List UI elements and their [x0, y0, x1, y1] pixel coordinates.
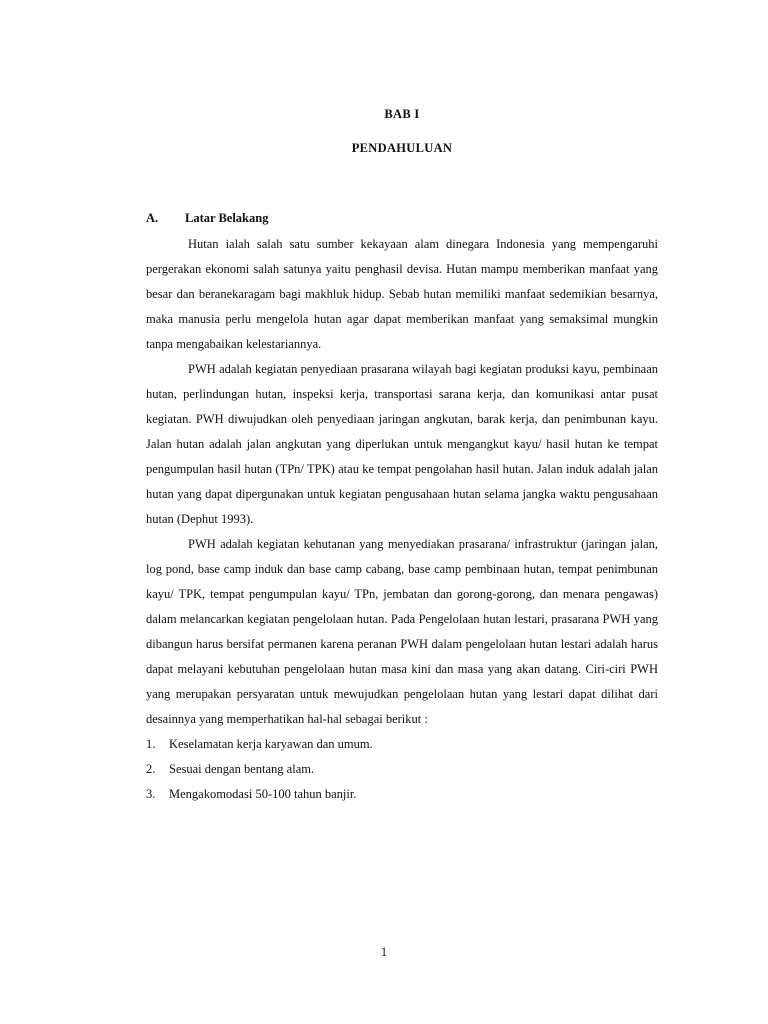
list-item-text: Keselamatan kerja karyawan dan umum.	[169, 737, 373, 751]
list-item	[146, 782, 658, 807]
document-content	[146, 100, 658, 807]
list-item	[146, 757, 658, 782]
list-item-number: 1.	[146, 737, 156, 751]
section-letter: A.	[146, 211, 159, 225]
section-label: Latar Belakang	[185, 211, 269, 225]
section-heading	[146, 206, 658, 231]
list-item-text: Sesuai dengan bentang alam.	[169, 762, 315, 776]
requirements-list	[146, 732, 658, 807]
list-item-number: 2.	[146, 762, 156, 776]
paragraph-1: Hutan ialah salah satu sumber kekayaan alam dinegara Indonesia yang mempengaruhi pergerakan ekonomi salah satunya yaitu penghasil devisa. Hutan mampu memberikan manfaat yang besar dan beranekaragam bagi makhluk hidup. Sebab hutan memiliki manfaat sedemikian besarnya, maka manusia perlu mengelola hutan agar dapat memberikan manfaat yang semaksimal mungkin tanpa mengabaikan kelestariannya.	[146, 237, 658, 351]
chapter-subtitle: PENDAHULUAN	[351, 141, 453, 155]
paragraph-2: PWH adalah kegiatan penyediaan prasarana wilayah bagi kegiatan produksi kayu, pembinaan hutan, perlindungan hutan, inspeksi kerja, transportasi sarana kerja, dan komunikasi antar pusat kegiatan. PWH diwujudkan oleh penyediaan jaringan angkutan, barak kerja, dan penimbunan kayu. Jalan hutan adalah jalan angkutan yang diperlukan untuk mengangkut kayu/ hasil hutan ke tempat pengumpulan hasil hutan (TPn/ TPK) atau ke tempat pengolahan hasil hutan. Jalan induk adalah jalan hutan yang dapat dipergunakan untuk kegiatan pengusahaan hutan selama jangka waktu pengusahaan hutan (Dephut 1993).	[146, 362, 658, 526]
page-number: 1	[380, 945, 388, 959]
list-item-text: Mengakomodasi 50-100 tahun banjir.	[169, 787, 357, 801]
list-item-number: 3.	[146, 787, 156, 801]
list-item	[146, 732, 658, 757]
chapter-title: BAB I	[384, 107, 420, 121]
paragraph-3: PWH adalah kegiatan kehutanan yang menyediakan prasarana/ infrastruktur (jaringan jalan, log pond, base camp induk dan base camp cabang, base camp pembinaan hutan, tempat penimbunan kayu/ TPK, tempat pengumpulan kayu/ TPn, jembatan dan gorong-gorong, dan menara pengawas) dalam melancarkan kegiatan pengelolaan hutan. Pada Pengelolaan hutan lestari, prasarana PWH yang dibangun harus bersifat permanen karena peranan PWH dalam pengelolaan hutan lestari adalah harus dapat melayani kebutuhan pengelolaan hutan masa kini dan masa yang akan datang. Ciri-ciri PWH yang merupakan persyaratan untuk mewujudkan pengelolaan hutan yang lestari dapat dilihat dari desainnya yang memperhatikan hal-hal sebagai berikut :	[146, 537, 658, 726]
